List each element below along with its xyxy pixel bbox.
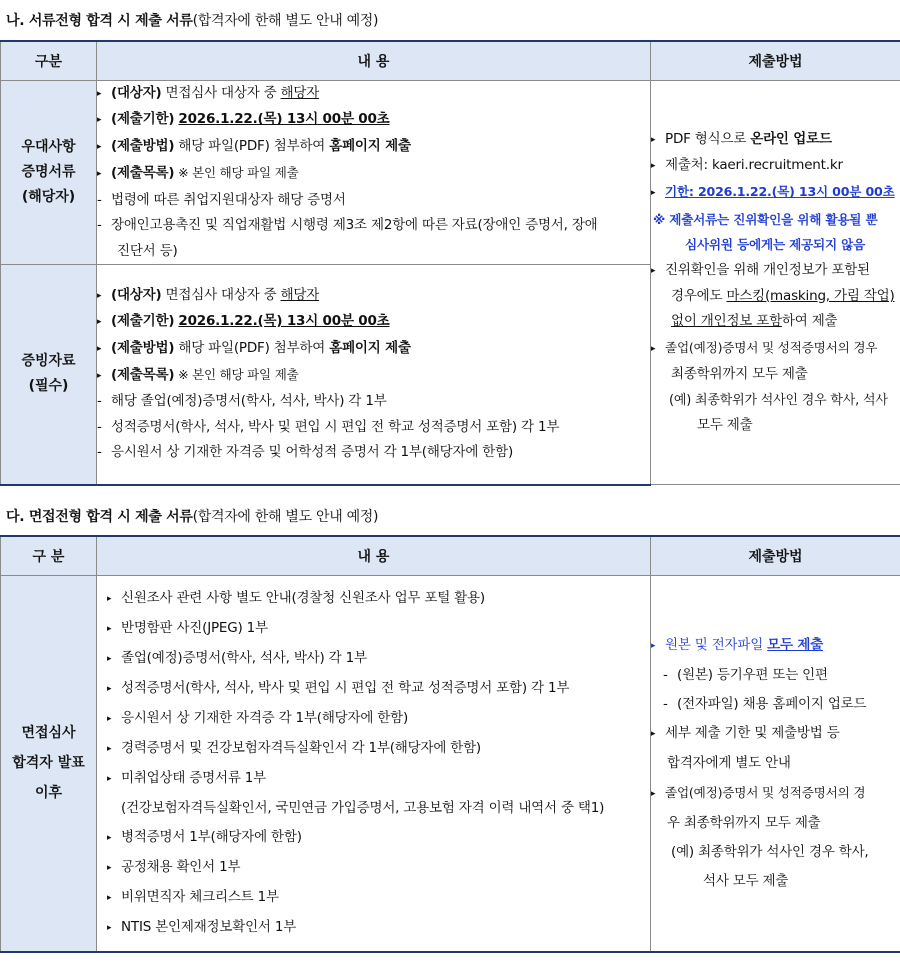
bullet-icon: ▸ — [107, 683, 112, 694]
section-da-title — [6, 506, 378, 526]
item-note: ※ 본인 해당 파일 제출 — [174, 165, 299, 181]
method-item-continued — [651, 309, 900, 334]
row-content-final — [97, 576, 651, 952]
bullet-icon: ▸ — [107, 743, 112, 754]
method-underlined: 모두 제출 — [767, 636, 824, 653]
list-item — [97, 309, 650, 335]
method-text: PDF 형식으로 — [665, 130, 751, 147]
list-item — [107, 764, 650, 794]
list-item — [107, 644, 650, 674]
bullet-icon: ▸ — [651, 343, 656, 354]
item-key: (대상자) — [111, 85, 162, 102]
item-text: 졸업(예정)증명서(학사, 석사, 박사) 각 1부 — [121, 649, 367, 666]
method-item-continued: 합격자에게 별도 안내 — [667, 754, 791, 771]
bullet-icon: ▸ — [107, 832, 112, 843]
row-label-preferential — [1, 81, 97, 265]
list-item — [107, 704, 650, 734]
list-item — [107, 734, 650, 764]
item-key: (제출기한) — [111, 111, 175, 128]
label-line: 증빙자료 — [21, 353, 76, 370]
list-item — [107, 853, 650, 883]
row-content-evidence — [97, 265, 651, 485]
method-item: - (전자파일) 채용 홈페이지 업로드 — [663, 695, 867, 712]
deadline-link: 기한: 2026.1.22.(목) 13시 00분 00초 — [665, 184, 895, 200]
bullet-icon: ▸ — [107, 922, 112, 933]
method-item — [651, 335, 900, 362]
method-item — [651, 153, 900, 179]
item-text: 병적증명서 1부(해당자에 한함) — [121, 828, 302, 845]
list-item — [107, 913, 650, 943]
list-item — [107, 883, 650, 913]
bullet-icon: ▸ — [651, 160, 656, 171]
label-line: 우대사항 — [21, 139, 76, 155]
item-text: 반명함판 사진(JPEG) 1부 — [121, 619, 268, 636]
item-underlined: 해당자 — [280, 286, 320, 303]
list-item-continued: 진단서 등) — [117, 242, 178, 259]
row-content-preferential — [97, 81, 651, 265]
section-na-title — [6, 10, 378, 30]
bullet-icon: ▸ — [107, 623, 112, 634]
item-text: NTIS 본인제재정보확인서 1부 — [121, 918, 297, 935]
header-method: 제출방법 — [651, 41, 900, 81]
method-text: 졸업(예정)증명서 및 성적증명서의 경우 — [665, 339, 878, 355]
item-text: 비위면직자 체크리스트 1부 — [121, 888, 279, 905]
item-text: 면접심사 대상자 중 — [161, 286, 281, 303]
item-text: 장애인고용촉진 및 직업재활법 시행령 제3조 제2항에 따른 자료(장애인 증명서, 장애 — [111, 217, 598, 234]
list-item — [97, 107, 650, 133]
list-item — [97, 336, 650, 362]
method-item — [651, 631, 900, 661]
section-na-title-bold: 나. 서류전형 합격 시 제출 서류 — [6, 13, 193, 29]
list-item — [97, 362, 650, 389]
method-item-continued — [651, 284, 900, 309]
bullet-icon: ▸ — [97, 290, 102, 301]
item-key: (제출기한) — [111, 313, 175, 330]
list-item — [107, 584, 650, 614]
item-key: (대상자) — [111, 286, 162, 303]
list-item: - 응시원서 상 기재한 자격증 및 어학성적 증명서 각 1부(해당자에 한함) — [97, 444, 514, 461]
item-text: 응시원서 상 기재한 자격증 및 어학성적 증명서 각 1부(해당자에 한함) — [111, 444, 514, 461]
header-content: 내 용 — [97, 41, 651, 81]
method-item — [651, 719, 900, 749]
bullet-icon: ▸ — [107, 593, 112, 604]
deadline-text: 2026.1.22.(목) 13시 00분 00초 — [178, 111, 390, 128]
item-text: 응시원서 상 기재한 자격증 각 1부(해당자에 한함) — [121, 709, 409, 726]
list-item: - 해당 졸업(예정)증명서(학사, 석사, 박사) 각 1부 — [97, 393, 387, 410]
method-text: 세부 제출 기한 및 제출방법 등 — [665, 724, 840, 741]
list-item — [97, 160, 650, 187]
method-text: 하여 제출 — [781, 313, 838, 330]
method-text: (전자파일) 채용 홈페이지 업로드 — [677, 695, 867, 712]
label-line: (필수) — [28, 378, 69, 395]
method-cell-na — [651, 81, 900, 485]
item-text: 면접심사 대상자 중 — [161, 85, 281, 102]
method-bold: 온라인 업로드 — [750, 130, 832, 147]
bullet-icon: ▸ — [651, 134, 656, 145]
item-text: 성적증명서(학사, 석사, 박사 및 편입 시 편입 전 학교 성적증명서 포함) 각 1부 — [121, 679, 570, 696]
header-method: 제출방법 — [651, 536, 900, 576]
item-text: 법령에 따른 취업지원대상자 해당 증명서 — [111, 191, 346, 208]
item-key: (제출방법) — [111, 339, 175, 356]
bullet-icon: ▸ — [107, 892, 112, 903]
bullet-icon: ▸ — [107, 862, 112, 873]
label-line: 증명서류 — [21, 164, 76, 180]
section-da-title-note: (합격자에 한해 별도 안내 예정) — [192, 509, 379, 525]
method-example: (예) 최종학위가 석사인 경우 학사, — [671, 843, 869, 860]
row-label-final — [1, 576, 97, 952]
bullet-icon: ▸ — [97, 115, 102, 126]
bullet-icon: ▸ — [107, 773, 112, 784]
item-key: (제출목록) — [111, 367, 175, 384]
method-text: (원본) 등기우편 또는 인편 — [677, 666, 828, 683]
method-text: 진위확인을 위해 개인정보가 포함된 — [665, 261, 870, 278]
list-item — [97, 283, 650, 309]
label-line: 면접심사 — [21, 725, 76, 742]
list-item: - 장애인고용촉진 및 직업재활법 시행령 제3조 제2항에 따른 자료(장애인 증명서, 장애 — [97, 217, 598, 234]
deadline-text: 2026.1.22.(목) 13시 00분 00초 — [178, 313, 390, 330]
bullet-icon: ▸ — [97, 141, 102, 152]
bullet-icon: ▸ — [97, 317, 102, 328]
bullet-icon: ▸ — [651, 188, 656, 199]
bullet-icon: ▸ — [651, 265, 656, 276]
method-item: - (원본) 등기우편 또는 인편 — [663, 666, 828, 683]
method-text: 졸업(예정)증명서 및 성적증명서의 경 — [665, 784, 866, 800]
header-category: 구 분 — [1, 536, 97, 576]
list-item: - 법령에 따른 취업지원대상자 해당 증명서 — [97, 191, 346, 208]
method-item-continued: 최종학위까지 모두 제출 — [671, 366, 808, 383]
method-example: (예) 최종학위가 석사인 경우 학사, 석사 — [669, 392, 888, 408]
method-item — [651, 127, 900, 153]
item-text: 경력증명서 및 건강보험자격득실확인서 각 1부(해당자에 한함) — [121, 739, 482, 756]
method-underlined: 없이 개인정보 포함 — [671, 313, 782, 330]
label-line: 합격자 발표 — [12, 755, 85, 772]
method-item — [651, 258, 900, 284]
item-underlined: 해당자 — [280, 85, 320, 102]
label-line: (해당자) — [21, 189, 76, 205]
item-text: 해당 졸업(예정)증명서(학사, 석사, 박사) 각 1부 — [111, 393, 387, 410]
method-text: 원본 및 전자파일 — [665, 636, 768, 653]
bullet-icon: ▸ — [97, 371, 102, 382]
item-key: (제출방법) — [111, 137, 175, 154]
bullet-icon: ▸ — [107, 653, 112, 664]
method-cell-da — [651, 576, 900, 952]
method-item — [651, 179, 900, 206]
bullet-icon: ▸ — [651, 788, 656, 799]
section-da-title-bold: 다. 면접전형 합격 시 제출 서류 — [6, 509, 193, 525]
bullet-icon: ▸ — [97, 343, 102, 354]
item-bold: 홈페이지 제출 — [329, 339, 411, 356]
bullet-icon: ▸ — [651, 640, 656, 651]
list-item-continued: (건강보험자격득실확인서, 국민연금 가입증명서, 고용보험 자격 이력 내역서 중 택1) — [121, 799, 605, 816]
method-text: 제출처: kaeri.recruitment.kr — [665, 156, 843, 173]
list-item — [97, 134, 650, 160]
method-example: 모두 제출 — [697, 417, 753, 434]
table-na — [0, 40, 900, 486]
row-label-evidence — [1, 265, 97, 485]
bullet-icon: ▸ — [107, 713, 112, 724]
bullet-icon: ▸ — [97, 169, 102, 180]
method-item-continued: 우 최종학위까지 모두 제출 — [667, 814, 821, 831]
table-da — [0, 535, 900, 953]
item-text: 미취업상태 증명서류 1부 — [121, 769, 266, 786]
bullet-icon: ▸ — [97, 89, 102, 100]
list-item: - 성적증명서(학사, 석사, 박사 및 편입 시 편입 전 학교 성적증명서 포함) 각 1부 — [97, 418, 560, 435]
list-item — [107, 674, 650, 704]
list-item — [107, 614, 650, 644]
method-example: 석사 모두 제출 — [703, 872, 789, 889]
item-bold: 홈페이지 제출 — [329, 137, 411, 154]
method-notice: 심사위원 등에게는 제공되지 않음 — [685, 237, 866, 253]
list-item — [107, 823, 650, 853]
header-content: 내 용 — [97, 536, 651, 576]
label-line: 이후 — [34, 785, 63, 802]
section-na-title-note: (합격자에 한해 별도 안내 예정) — [192, 13, 379, 29]
list-item — [97, 81, 650, 107]
method-text: 경우에도 — [671, 288, 727, 304]
item-text: 해당 파일(PDF) 첨부하여 — [174, 339, 330, 356]
item-key: (제출목록) — [111, 165, 175, 182]
method-underlined: 마스킹(masking, 가림 작업) — [726, 288, 895, 304]
item-note: ※ 본인 해당 파일 제출 — [174, 367, 299, 383]
method-notice: ※ 제출서류는 진위확인을 위해 활용될 뿐 — [653, 211, 878, 227]
item-text: 공정채용 확인서 1부 — [121, 858, 241, 875]
header-category: 구분 — [1, 41, 97, 81]
bullet-icon: ▸ — [651, 728, 656, 739]
item-text: 신원조사 관련 사항 별도 안내(경찰청 신원조사 업무 포털 활용) — [121, 589, 485, 606]
method-item — [651, 778, 900, 809]
item-text: 해당 파일(PDF) 첨부하여 — [174, 137, 330, 154]
item-text: 성적증명서(학사, 석사, 박사 및 편입 시 편입 전 학교 성적증명서 포함) 각 1부 — [111, 418, 560, 435]
